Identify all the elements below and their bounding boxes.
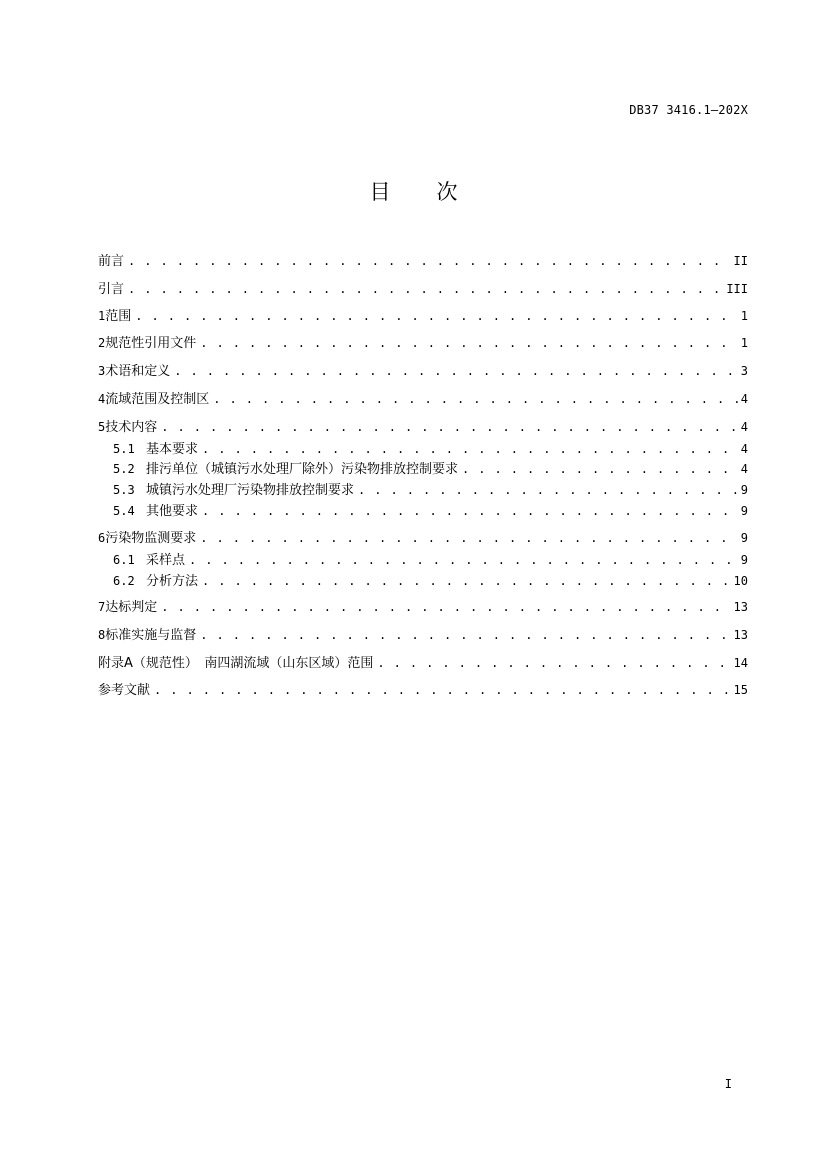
toc-entry-title: 流域范围及控制区 [105, 392, 210, 407]
toc-leader-dots [202, 440, 739, 458]
toc-leader-dots [161, 598, 731, 616]
toc-entry[interactable] [98, 626, 748, 644]
toc-entry-number: 8 [98, 628, 106, 642]
toc-leader-dots [174, 362, 739, 380]
toc-entry-number: 5.2 [113, 462, 135, 476]
toc-entry-title: 其他要求 [146, 504, 199, 519]
toc-entry-number: 2 [98, 336, 106, 350]
toc-entry-title: 标准实施与监督 [105, 628, 197, 643]
toc-entry[interactable] [98, 390, 748, 408]
toc-entry[interactable] [98, 529, 748, 547]
toc-leader-dots [189, 551, 739, 569]
toc-entry-page: 9 [740, 504, 748, 518]
toc-entry-number: 3 [98, 364, 106, 378]
toc-entry-title: 分析方法 [146, 574, 199, 589]
toc-leader-dots [377, 654, 731, 672]
toc-leader-dots [154, 681, 732, 699]
toc-subentry[interactable] [113, 460, 748, 478]
toc-entry-page: 9 [740, 483, 748, 497]
toc-entry-page: 4 [740, 420, 748, 434]
toc-entry[interactable] [98, 280, 748, 298]
toc-leader-dots [462, 460, 739, 478]
page-number: I [724, 1077, 732, 1091]
toc-entry-page: 13 [733, 628, 748, 642]
toc-subentry[interactable] [113, 502, 748, 520]
toc-leader-dots [200, 529, 739, 547]
toc-entry[interactable] [98, 252, 748, 270]
toc-entry-title: 技术内容 [105, 420, 158, 435]
toc-entry-number: 5.4 [113, 504, 135, 518]
toc-entry-number: 1 [98, 309, 106, 323]
toc-entry-page: 1 [740, 309, 748, 323]
toc-leader-dots [128, 252, 732, 270]
toc-entry[interactable] [98, 598, 748, 616]
toc-leader-dots [161, 418, 739, 436]
toc-entry-page: 3 [740, 364, 748, 378]
toc-entry-number: 4 [98, 392, 106, 406]
toc-entry-page: 1 [740, 336, 748, 350]
document-code: DB37 3416.1—202X [629, 103, 748, 117]
toc-entry-page: 4 [740, 462, 748, 476]
toc-entry-title: 参考文献 [98, 683, 151, 698]
toc-entry-title: 前言 [98, 254, 125, 269]
toc-entry-page: II [733, 254, 748, 268]
toc-leader-dots [200, 626, 731, 644]
toc-leader-dots [200, 334, 739, 352]
toc-subentry[interactable] [113, 481, 748, 499]
toc-entry-number: 7 [98, 600, 106, 614]
toc-entry[interactable] [98, 362, 748, 380]
toc-subentry[interactable] [113, 551, 748, 569]
toc-entry-page: 9 [740, 531, 748, 545]
toc-entry-number: 5.1 [113, 442, 135, 456]
toc-entry-page: 4 [740, 442, 748, 456]
toc-entry-page: 9 [740, 553, 748, 567]
toc-leader-dots [213, 390, 739, 408]
page-title: 目次 [369, 180, 504, 204]
toc-entry-title: 达标判定 [105, 600, 158, 615]
toc-entry-page: 4 [740, 392, 748, 406]
toc-entry-number: 5 [98, 420, 106, 434]
toc-subentry[interactable] [113, 572, 748, 590]
toc-entry-title: 基本要求 [146, 442, 199, 457]
toc-entry-page: 15 [733, 683, 748, 697]
toc-leader-dots [358, 481, 739, 499]
toc-entry-title: 附录A（规范性） 南四湖流域（山东区域）范围 [98, 656, 374, 671]
toc-entry-title: 污染物监测要求 [105, 531, 197, 546]
toc-entry-number: 5.3 [113, 483, 135, 497]
toc-leader-dots [128, 280, 724, 298]
toc-entry-page: III [726, 282, 748, 296]
toc-leader-dots [202, 502, 739, 520]
toc-entry-number: 6.2 [113, 574, 135, 588]
toc-entry[interactable] [98, 418, 748, 436]
toc-entry-title: 术语和定义 [105, 364, 171, 379]
toc-entry[interactable] [98, 681, 748, 699]
toc-entry-number: 6 [98, 531, 106, 545]
toc-leader-dots [135, 307, 739, 325]
toc-subentry[interactable] [113, 440, 748, 458]
toc-entry-title: 城镇污水处理厂污染物排放控制要求 [146, 483, 355, 498]
toc-entry-page: 14 [733, 656, 748, 670]
toc-entry[interactable] [98, 654, 748, 672]
toc-entry-page: 13 [733, 600, 748, 614]
toc-entry-title: 引言 [98, 282, 125, 297]
toc-entry[interactable] [98, 334, 748, 352]
toc-entry-title: 规范性引用文件 [105, 336, 197, 351]
toc-leader-dots [202, 572, 732, 590]
toc-entry-title: 范围 [105, 309, 132, 324]
toc-entry-number: 6.1 [113, 553, 135, 567]
toc-entry-title: 排污单位（城镇污水处理厂除外）污染物排放控制要求 [146, 462, 459, 477]
toc-entry[interactable] [98, 307, 748, 325]
toc-entry-page: 10 [733, 574, 748, 588]
toc-entry-title: 采样点 [146, 553, 186, 568]
